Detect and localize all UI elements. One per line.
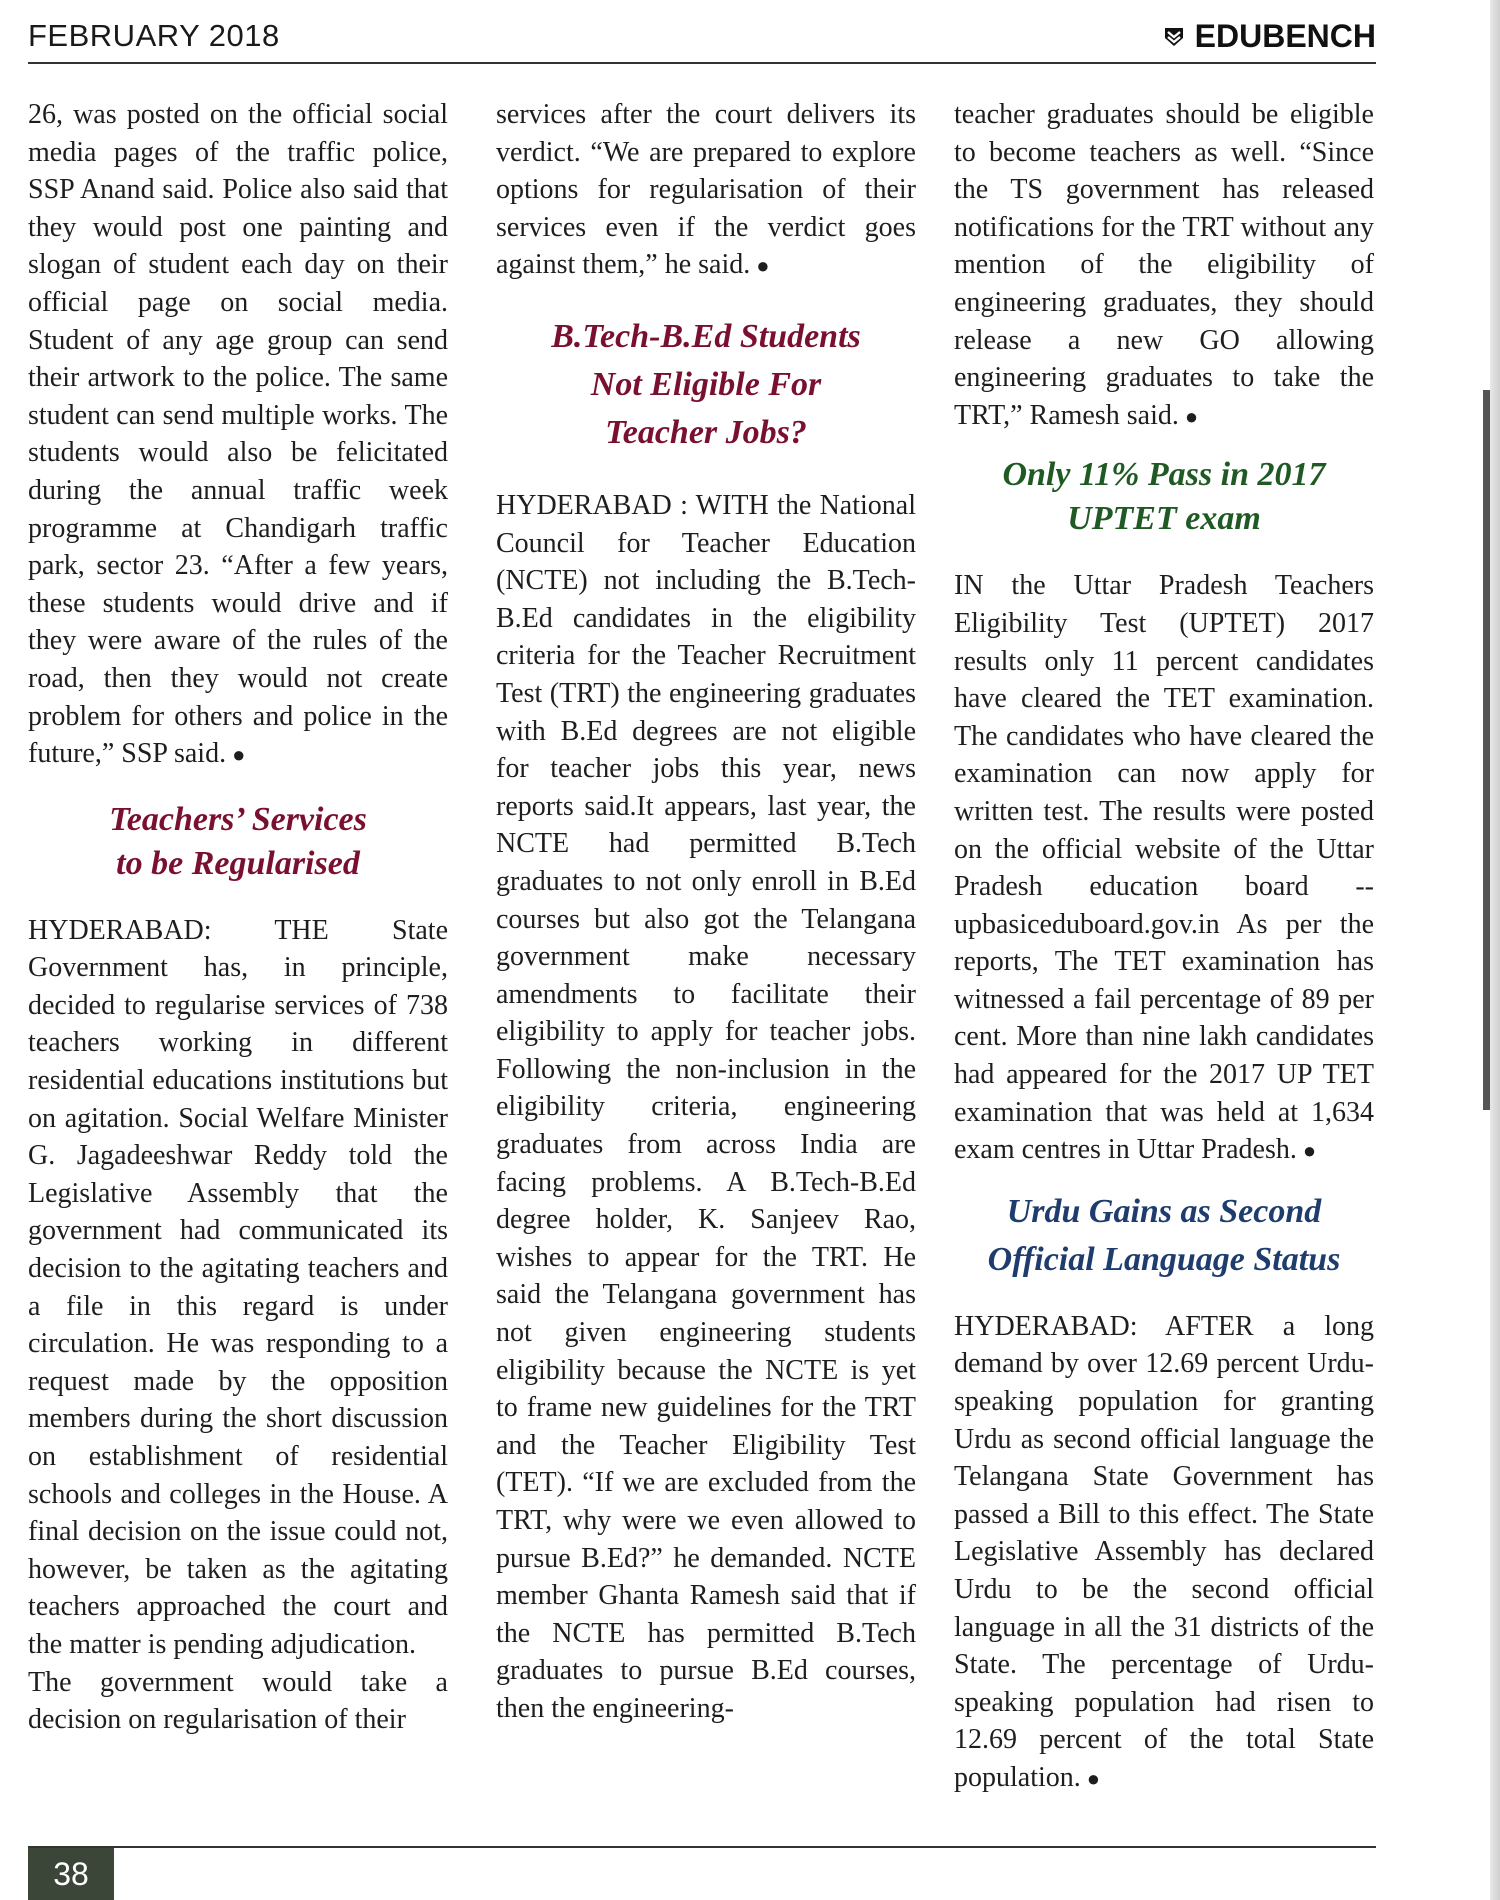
article-paragraph: services after the court delivers its verdict. “We are prepared to explore options for regularisation of their services even if the verdict goes against them,” he said. ●	[496, 96, 916, 285]
end-bullet-icon: ●	[1302, 1138, 1317, 1164]
headline-teachers-services: Teachers’ Services to be Regularised	[109, 800, 367, 882]
article-paragraph: IN the Uttar Pradesh Teachers Eligibility Test (UPTET) 2017 results only 11 percent candidates have cleared the TET examination. The candidates who have cleared the examination can now apply for written test. The results were posted on the official website of the Uttar Pradesh education board -- upbasiceduboard.gov.in As per the reports, The TET examination has witnessed a fail percentage of 89 per cent. More than nine lakh candidates had appeared for the 2017 UP TET examination that was held at 1,634 exam centres in Uttar Pradesh. ●	[954, 567, 1374, 1170]
article-paragraph: HYDERABAD: AFTER a long demand by over 12.69 percent Urdu-speaking population for granting Urdu as second official language the Telangana State Government has passed a Bill to this effect. The State Legislative Assembly has declared Urdu to be the second official language in all the 31 districts of the State. The percentage of Urdu-speaking population had risen to 12.69 percent of the total State population. ●	[954, 1308, 1374, 1798]
article-paragraph: The government would take a decision on regularisation of their	[28, 1666, 448, 1736]
end-bullet-icon: ●	[1086, 1765, 1101, 1791]
header-divider	[28, 62, 1376, 64]
brand-name: EDUBENCH	[1194, 18, 1376, 54]
article-paragraph: teacher graduates should be eligible to become teachers as well. “Since the TS government has released notifications for the TRT without any mention of the eligibility of engineering graduates, they should release a new GO allowing engineering graduates to take the TRT,” Ramesh said. ●	[954, 96, 1374, 435]
headline-btech-bed: B.Tech-B.Ed Students Not Eligible For Teacher Jobs?	[551, 317, 861, 451]
scroll-indicator	[1483, 390, 1490, 1110]
column-1	[28, 96, 448, 1739]
end-bullet-icon: ●	[1184, 403, 1199, 429]
end-bullet-icon: ●	[232, 742, 246, 768]
column-3	[954, 96, 1374, 1798]
article-paragraph: 26, was posted on the official social media pages of the traffic police, SSP Anand said. Police also said that they would post one painting and slogan of student each day on their official page on social media. Student of any age group can send their artwork to the police. The same student can send multiple works. The students would also be felicitated during the annual traffic week programme at Chandigarh traffic park, sector 23. “After a few years, these students would drive and if they were aware of the rules of the road, then they would not create problem for others and police in the future,” SSP said. ●	[28, 96, 448, 774]
headline-urdu: Urdu Gains as Second Official Language Status	[987, 1192, 1341, 1278]
end-bullet-icon: ●	[756, 253, 770, 279]
chevron-shield-icon	[1163, 26, 1185, 48]
article-paragraph: HYDERABAD : WITH the National Council for Teacher Education (NCTE) not including the B.Tech-B.Ed candidates in the eligibility criteria for the Teacher Recruitment Test (TRT) the engineering graduates with B.Ed degrees are not eligible for teacher jobs this year, news reports said.It appears, last year, the NCTE had permitted B.Tech graduates to not only enroll in B.Ed courses but also got the Telangana government make necessary amendments to facilitate their eligibility to apply for teacher jobs. Following the non-inclusion in the eligibility criteria, engineering graduates from across India are facing problems. A B.Tech-B.Ed degree holder, K. Sanjeev Rao, wishes to appear for the TRT. He said the Telangana government has not given engineering students eligibility because the NCTE is yet to frame new guidelines for the TRT and the Teacher Eligibility Test (TET). “If we are excluded from the TRT, why were we even allowed to pursue B.Ed?” he demanded. NCTE member Ghanta Ramesh said that if the NCTE has permitted B.Tech graduates to pursue B.Ed courses, then the engineering-	[496, 489, 916, 1724]
article-paragraph: HYDERABAD: THE State Government has, in principle, decided to regularise services of 738 teachers working in different residential educations institutions but on agitation. Social Welfare Minister G. Jagadeeshwar Reddy told the Legislative Assembly that the government had communicated its decision to the agitating teachers and a file in this regard is under circulation. He was responding to a request made by the opposition members during the short discussion on establishment of residential schools and colleges in the House. A final decision on the issue could not, however, be taken as the agitating teachers approached the court and the matter is pending adjudication.	[28, 914, 448, 1660]
page-number: 38	[28, 1848, 114, 1900]
issue-month: FEBRUARY 2018	[28, 18, 280, 53]
headline-uptet: Only 11% Pass in 2017 UPTET exam	[1002, 456, 1326, 538]
magazine-brand	[1163, 18, 1376, 55]
footer-divider	[28, 1846, 1376, 1848]
page-edge-shadow	[1490, 0, 1500, 1900]
column-2	[496, 96, 916, 1728]
